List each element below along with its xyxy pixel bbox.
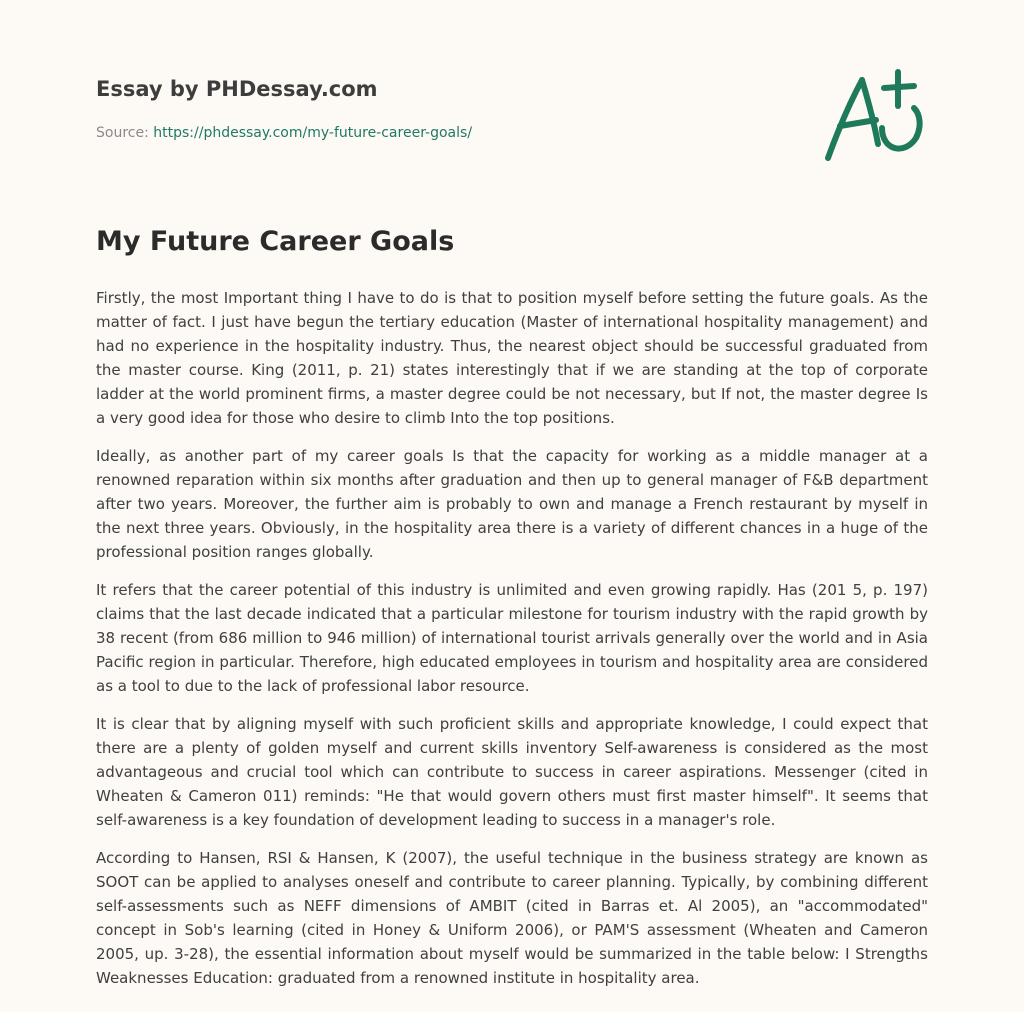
essay-body: [96, 286, 928, 1004]
a-plus-grade-icon: [818, 66, 930, 166]
source-link[interactable]: https://phdessay.com/my-future-career-goals/: [153, 125, 473, 141]
site-brand: Essay by PHDessay.com: [96, 77, 378, 101]
essay-paragraph: It is clear that by aligning myself with such proficient skills and appropriate knowledge, I could expect that there are a plenty of golden myself and current skills inventory Self-awareness is considered as the most advantageous and crucial tool which can contribute to success in career aspirations. Messenger (cited in Wheaten & Cameron 011) reminds: "He that would govern others must first master himself". It seems that self-awareness is a key foundation of development leading to success in a manager's role.: [96, 715, 928, 829]
essay-paragraph: According to Hansen, RSI & Hansen, K (2007), the useful technique in the business strategy are known as SOOT can be applied to analyses oneself and contribute to career planning. Typically, by combining different self-assessments such as NEFF dimensions of AMBIT (cited in Barras et. Al 2005), an "accommodated" concept in Sob's learning (cited in Honey & Uniform 2006), or PAM'S assessment (Wheaten and Cameron 2005, up. 3-28), the essential information about myself would be summarized in the table below: I Strengths Weaknesses Education: graduated from a renowned institute in hospitality area.: [96, 849, 928, 987]
source-label: Source:: [96, 125, 149, 141]
essay-title: My Future Career Goals: [96, 226, 455, 257]
essay-paragraph: It refers that the career potential of this industry is unlimited and even growing rapidly. Has (201 5, p. 197) claims that the last decade indicated that a particular milestone for tourism industry with the rapid growth by 38 recent (from 686 million to 946 million) of international tourist arrivals generally over the world and in Asia Pacific region in particular. Therefore, high educated employees in tourism and hospitality area are considered as a tool to due to the lack of professional labor resource.: [96, 581, 928, 695]
source-line: [96, 125, 472, 141]
essay-paragraph: Firstly, the most Important thing I have to do is that to position myself before setting the future goals. As the matter of fact. I just have begun the tertiary education (Master of international hospitality management) and had no experience in the hospitality industry. Thus, the nearest object should be successful graduated from the master course. King (2011, p. 21) states interestingly that if we are standing at the top of corporate ladder at the world prominent firms, a master degree could be not necessary, but If not, the master degree Is a very good idea for those who desire to climb Into the top positions.: [96, 289, 928, 427]
essay-paragraph: Ideally, as another part of my career goals Is that the capacity for working as a middle manager at a renowned reparation within six months after graduation and then up to general manager of F&B department after two years. Moreover, the further aim is probably to own and manage a French restaurant by myself in the next three years. Obviously, in the hospitality area there is a variety of different chances in a huge of the professional position ranges globally.: [96, 447, 928, 561]
